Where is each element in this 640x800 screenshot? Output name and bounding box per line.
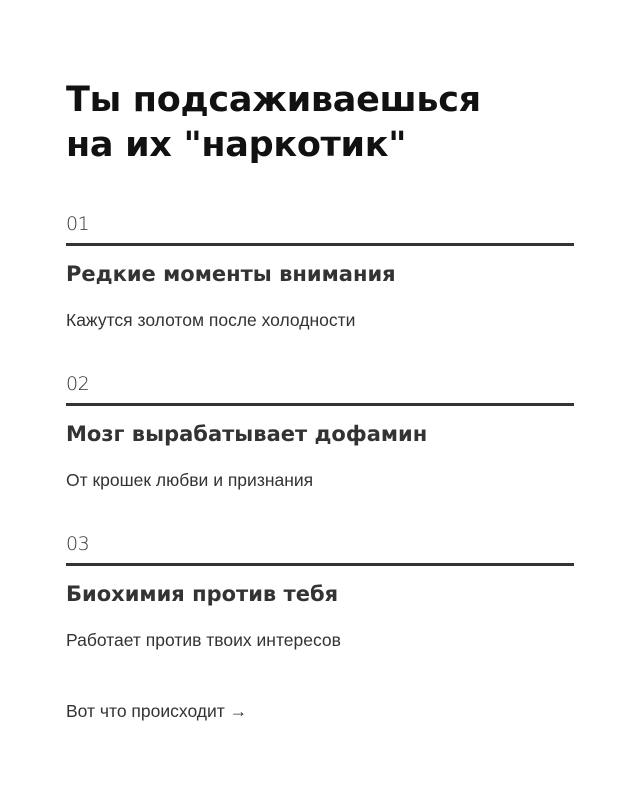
next-link[interactable]: Вот что происходит → — [66, 701, 248, 721]
item-description: Кажутся золотом после холодности — [66, 310, 356, 330]
page-title — [66, 78, 586, 168]
item-title: Мозг вырабатывает дофамин — [66, 422, 428, 446]
item-title: Биохимия против тебя — [66, 582, 339, 606]
page-title-line-1: Ты подсаживаешься — [66, 80, 481, 120]
item-number: 02 — [66, 373, 90, 395]
page-title-line-2: на их "наркотик" — [66, 125, 407, 165]
item-divider — [66, 243, 574, 246]
item-description: От крошек любви и признания — [66, 470, 314, 490]
item-number: 01 — [66, 213, 90, 235]
item-number: 03 — [66, 533, 90, 555]
item-divider — [66, 403, 574, 406]
item-description: Работает против твоих интересов — [66, 630, 341, 650]
item-divider — [66, 563, 574, 566]
item-title: Редкие моменты внимания — [66, 262, 396, 286]
